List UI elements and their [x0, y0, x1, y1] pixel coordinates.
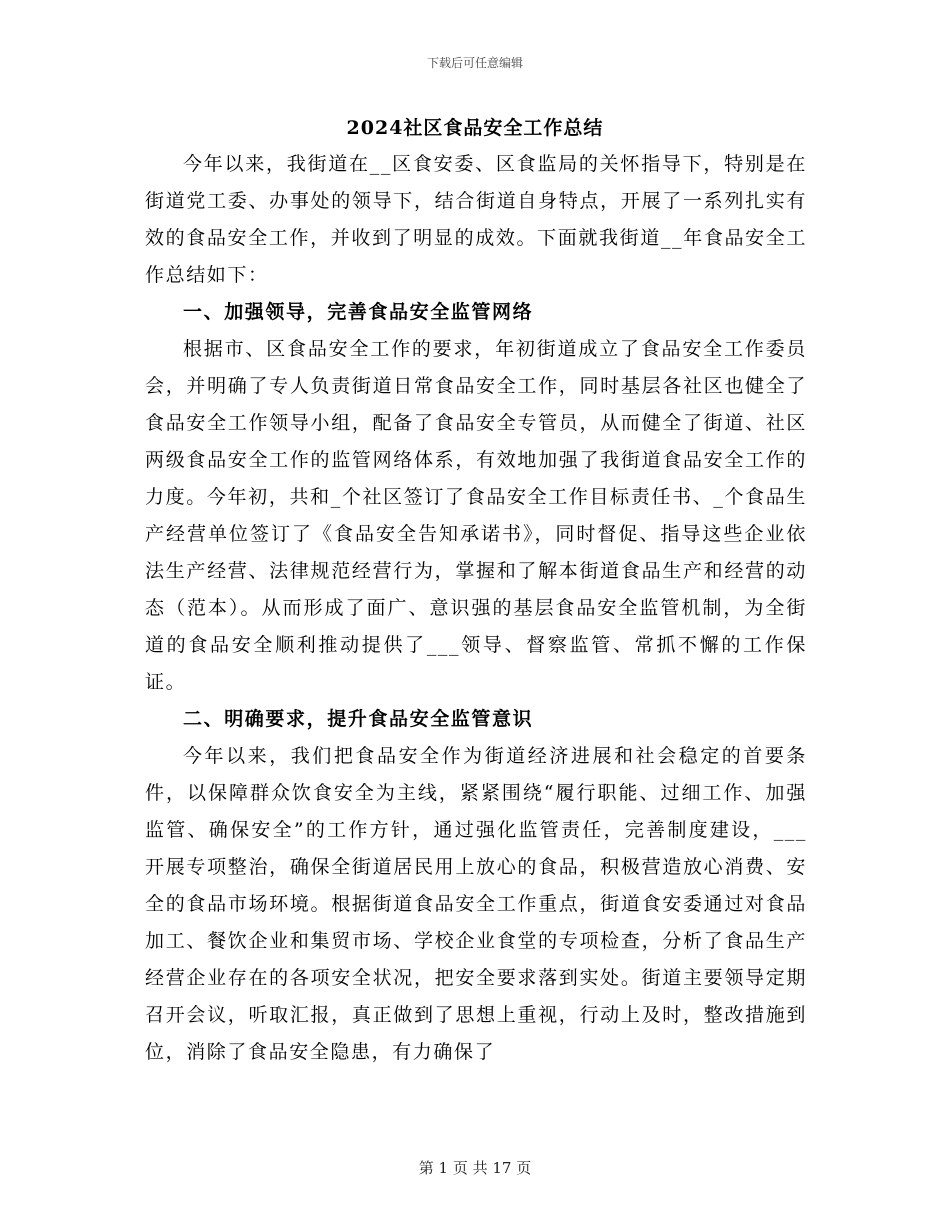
section1-paragraph: 根据市、区食品安全工作的要求，年初街道成立了食品安全工作委员会，并明确了专人负责街道日常食品安全工作，同时基层各社区也健全了食品安全工作领导小组，配备了食品安全专管员，从而健全了街道、社区两级食品安全工作的监管网络体系，有效地加强了我街道食品安全工作的力度。今年初，共和_个社区签订了食品安全工作目标责任书、_个食品生产经营单位签订了《食品安全告知承诺书》，同时督促、指导这些企业依法生产经营、法律规范经营行为，掌握和了解本街道食品生产和经营的动态（范本）。从而形成了面广、意识强的基层食品安全监管机制，为全街道的食品安全顺利推动提供了___领导、督察监管、常抓不懈的工作保证。 — [145, 338, 807, 693]
header-note: 下载后可任意编辑 — [426, 56, 523, 70]
document-body — [145, 146, 807, 1071]
intro-paragraph: 今年以来，我街道在__区食安委、区食监局的关怀指导下，特别是在街道党工委、办事处的领导下，结合街道自身特点，开展了一系列扎实有效的食品安全工作，并收到了明显的成效。下面就我街道__年食品安全工作总结如下： — [145, 153, 807, 286]
section1-heading: 一、加强领导，完善食品安全监管网络 — [183, 301, 534, 323]
document-title: 2024社区食品安全工作总结 — [346, 117, 604, 139]
page-footer: 第 1 页 共 17 页 — [418, 1159, 532, 1177]
section2-heading: 二、明确要求，提升食品安全监管意识 — [183, 708, 534, 730]
section2-paragraph: 今年以来，我们把食品安全作为街道经济进展和社会稳定的首要条件，以保障群众饮食安全为主线，紧紧围绕“履行职能、过细工作、加强监管、确保安全”的工作方针，通过强化监管责任，完善制度建设，___开展专项整治，确保全街道居民用上放心的食品，积极营造放心消费、安全的食品市场环境。根据街道食品安全工作重点，街道食安委通过对食品加工、餐饮企业和集贸市场、学校企业食堂的专项检查，分析了食品生产经营企业存在的各项安全状况，把安全要求落到实处。街道主要领导定期召开会议，听取汇报，真正做到了思想上重视，行动上及时，整改措施到位，消除了食品安全隐患，有力确保了 — [145, 745, 807, 1063]
